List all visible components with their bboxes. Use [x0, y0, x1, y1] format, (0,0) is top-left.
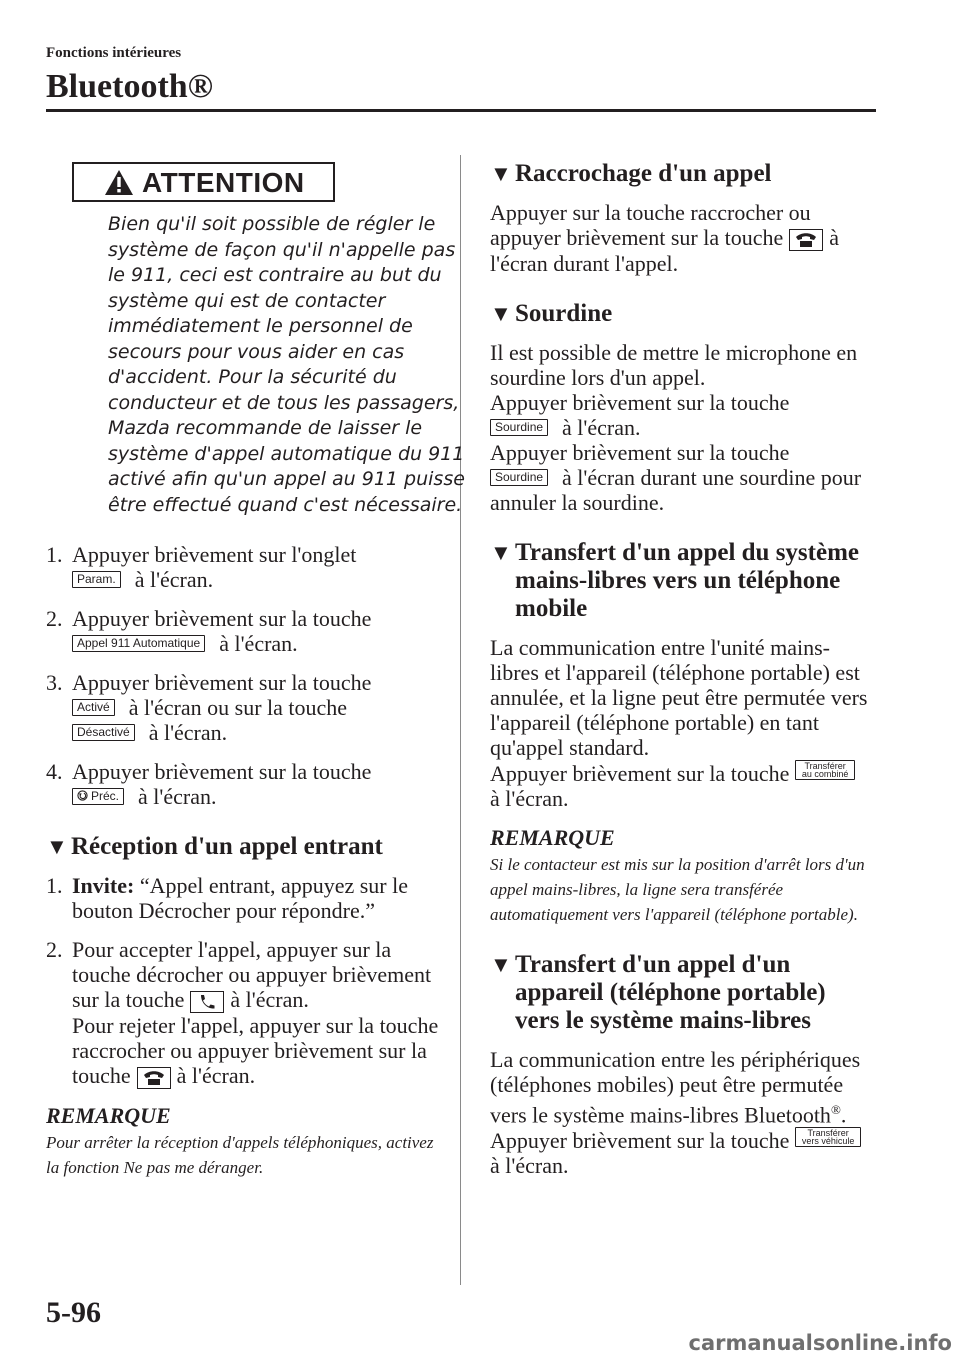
step-text: à l'écran. [219, 631, 298, 656]
phone-icon [143, 1070, 165, 1086]
step-text: à l'écran. [176, 1063, 256, 1088]
step-number: 1. [46, 873, 63, 898]
active-button[interactable]: Activé [72, 699, 115, 716]
remarque-title: REMARQUE [46, 1103, 171, 1128]
invite-label: Invite: [72, 873, 135, 898]
remarque-text: Pour arrêter la réception d'appels téléphoniques, activez la fonction Ne pas me déranger. [46, 1133, 434, 1177]
phone-icon [795, 232, 817, 248]
list-item [46, 937, 442, 1089]
warning-triangle-icon [104, 169, 134, 196]
sourdine-button[interactable]: Sourdine [490, 469, 548, 486]
paragraph-text: Appuyer sur la touche raccrocher ou appuyer brièvement sur la touche [490, 200, 811, 250]
paragraph-text: Appuyer brièvement sur la touche [490, 390, 790, 415]
desactive-button[interactable]: Désactivé [72, 724, 135, 741]
step-number: 4. [46, 759, 63, 784]
paragraph-text: à l'écran. [562, 415, 641, 440]
steps-list [46, 542, 442, 809]
heading-text: Raccrochage d'un appel [515, 160, 772, 187]
watermark: carmanualsonline.info [688, 1331, 952, 1355]
paragraph [490, 1127, 876, 1178]
attention-box [72, 162, 335, 202]
heading-text: Réception d'un appel entrant [71, 833, 383, 860]
paragraph [490, 390, 876, 440]
remarque-text: Si le contacteur est mis sur la position d'arrêt lors d'un appel mains-libres, la ligne sera transférée automatiquement vers l'appareil (téléphone portable). [490, 855, 865, 924]
phone-icon [198, 994, 216, 1010]
paragraph-text: à l'écran. [490, 786, 569, 811]
paragraph: La communication entre l'unité mains-libres et l'appareil (téléphone portable) est annulée, et la ligne peut être permutée vers l'appareil (téléphone portable) en tant qu'appel standard. [490, 635, 868, 760]
header-rule [46, 109, 876, 112]
invite-text: “Appel entrant, appuyez sur le bouton Décrocher pour répondre.” [72, 873, 408, 923]
transferer-au-combine-button[interactable] [795, 760, 856, 780]
down-triangle-icon: ▼ [490, 540, 512, 565]
list-item [46, 759, 442, 809]
section-label: Fonctions intérieures [46, 45, 182, 61]
paragraph [490, 200, 876, 276]
paragraph-text: à l'écran. [490, 1153, 569, 1179]
chapter-title: Bluetooth® [46, 68, 214, 105]
down-triangle-icon: ▼ [490, 301, 512, 326]
param-button[interactable]: Param. [72, 571, 121, 588]
button-line: Transférer [804, 761, 846, 771]
section-heading [490, 300, 876, 328]
list-item [46, 670, 442, 745]
appel-911-button[interactable]: Appel 911 Automatique [72, 635, 205, 652]
down-triangle-icon: ▼ [490, 161, 512, 186]
paragraph-text: à l'écran durant l'appel. [490, 225, 839, 276]
step-text: Pour accepter l'appel, appuyer sur la touche décrocher ou appuyer brièvement sur la touche [72, 937, 432, 1012]
step-number: 3. [46, 670, 63, 695]
step-number: 2. [46, 606, 63, 631]
step-text: Pour rejeter l'appel, appuyer sur la touche raccrocher ou appuyer brièvement sur la touche [72, 1013, 439, 1088]
registered-mark: ® [830, 1102, 841, 1117]
page-header [46, 44, 876, 107]
step-text: à l'écran. [138, 784, 217, 809]
step-number: 2. [46, 937, 63, 962]
end-call-button[interactable] [137, 1067, 171, 1089]
prec-button[interactable] [72, 788, 124, 805]
paragraph-text: à l'écran durant une sourdine pour annuler la sourdine. [490, 465, 862, 515]
down-triangle-icon: ▼ [490, 952, 512, 977]
section-heading [46, 833, 442, 861]
down-triangle-icon: ▼ [46, 834, 68, 859]
paragraph [490, 440, 876, 515]
step-text: Appuyer brièvement sur la touche [72, 759, 372, 784]
page-number: 5-96 [46, 1296, 101, 1329]
back-arrow-icon [77, 790, 88, 801]
list-item [46, 606, 442, 656]
end-call-button[interactable] [789, 229, 823, 251]
answer-call-button[interactable] [190, 991, 224, 1013]
step-text: Appuyer brièvement sur la touche [72, 670, 372, 695]
paragraph-text: Appuyer brièvement sur la touche [490, 440, 790, 465]
transferer-vers-vehicule-button[interactable] [795, 1127, 862, 1147]
paragraph [490, 1047, 876, 1127]
attention-title: ATTENTION [142, 166, 305, 198]
right-column [490, 160, 876, 1178]
list-item [46, 542, 442, 592]
button-line: au combiné [801, 769, 849, 779]
prec-label: Préc. [91, 789, 120, 803]
button-line: vers véhicule [801, 1136, 855, 1147]
attention-text: Bien qu'il soit possible de régler le système de façon qu'il n'appelle pas le 911, ceci est contraire au but du système qui est de contacter immédiatement le personnel de secours pour vous aider en cas d'accident. Pour la sécurité du conducteur et de tous les passagers, Mazda recommande de laisser le système d'appel automatique du 911 activé afin qu'un appel au 911 puisse être effectué quand c'est nécessaire. [108, 213, 465, 516]
heading-text: Transfert d'un appel du système mains-libres vers un téléphone mobile [515, 539, 860, 622]
list-item [46, 873, 442, 923]
paragraph: Il est possible de mettre le microphone en sourdine lors d'un appel. [490, 340, 858, 390]
step-text: à l'écran. [148, 720, 228, 745]
section-heading [490, 951, 876, 1035]
step-text: Appuyer brièvement sur la touche [72, 606, 372, 631]
button-line: Transférer [807, 1128, 849, 1139]
step-text: à l'écran ou sur la touche [128, 695, 348, 720]
paragraph-text: Appuyer brièvement sur la touche [490, 761, 790, 786]
sourdine-button[interactable]: Sourdine [490, 419, 548, 436]
heading-text: Sourdine [515, 300, 613, 327]
step-text: à l'écran. [230, 987, 309, 1012]
section-heading [490, 160, 876, 188]
remarque-title: REMARQUE [490, 825, 615, 850]
paragraph-text: Appuyer brièvement sur la touche [490, 1128, 790, 1154]
section-heading [490, 539, 876, 623]
heading-text: Transfert d'un appel d'un appareil (téléphone portable) vers le système mains-libres [515, 951, 826, 1034]
left-column [46, 162, 465, 1180]
step-text: à l'écran. [134, 567, 214, 592]
paragraph-text: . [840, 1102, 847, 1128]
paragraph-text: La communication entre les périphériques (téléphones mobiles) peut être permutée vers le système mains-libres Bluetooth [490, 1047, 861, 1128]
step-number: 1. [46, 542, 63, 567]
step-text: Appuyer brièvement sur l'onglet [72, 542, 357, 567]
paragraph [490, 760, 876, 811]
